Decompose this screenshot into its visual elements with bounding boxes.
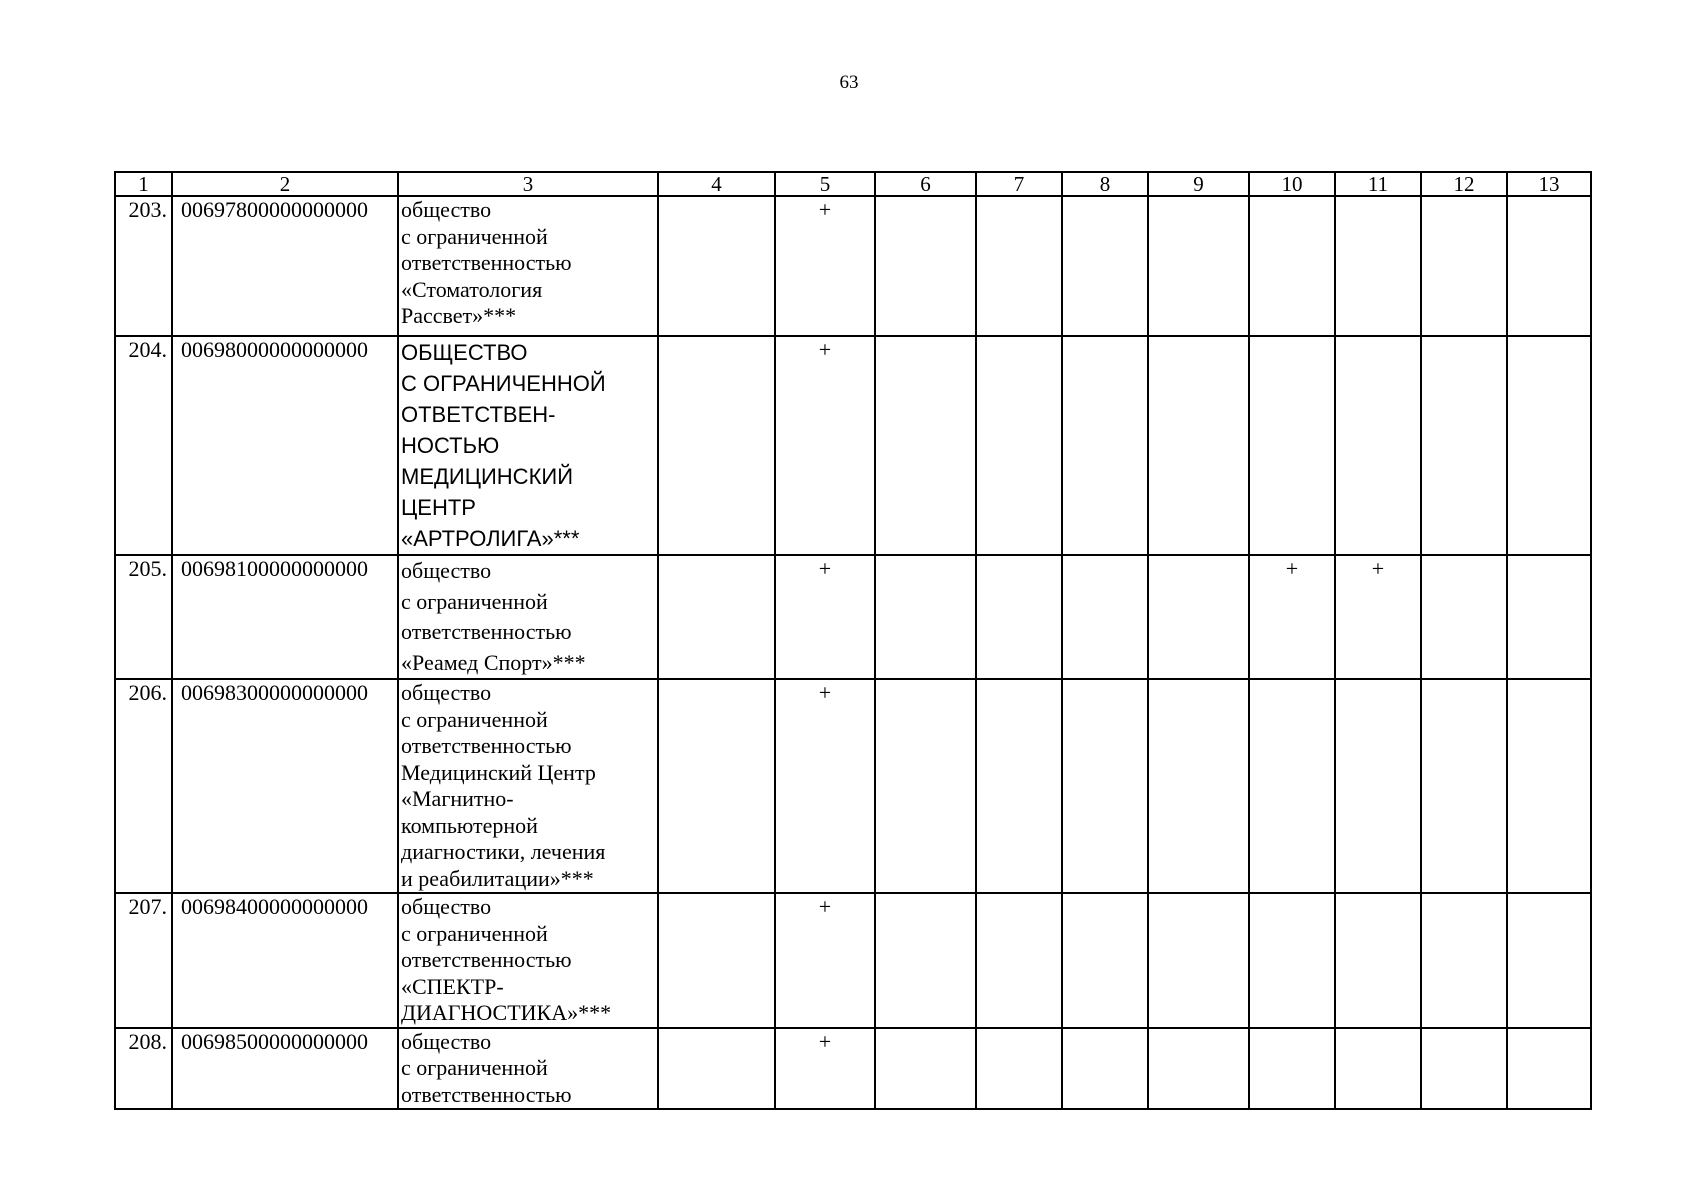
- mark-cell: [1507, 679, 1591, 893]
- mark-cell: [1335, 196, 1421, 336]
- mark-cell: +: [775, 336, 875, 555]
- mark-cell: [658, 679, 775, 893]
- mark-cell: [1421, 336, 1507, 555]
- registry-table: [114, 171, 1592, 1110]
- mark-cell: [1148, 555, 1249, 679]
- mark-cell: [1421, 1028, 1507, 1110]
- mark-cell: [875, 1028, 976, 1110]
- organization-name: общество с ограниченной ответственностью «Реамед Спорт»***: [398, 555, 658, 679]
- row-code: 00698400000000000: [172, 893, 398, 1028]
- column-header: 9: [1148, 172, 1249, 196]
- mark-cell: [1148, 893, 1249, 1028]
- column-number-header-row: [115, 172, 1591, 196]
- mark-cell: +: [775, 679, 875, 893]
- row-number: 206.: [115, 679, 172, 893]
- mark-cell: +: [775, 196, 875, 336]
- mark-cell: [658, 893, 775, 1028]
- column-header: 12: [1421, 172, 1507, 196]
- column-header: 13: [1507, 172, 1591, 196]
- row-number: 203.: [115, 196, 172, 336]
- mark-cell: [1062, 336, 1148, 555]
- row-code: 00698500000000000: [172, 1028, 398, 1110]
- organization-name: общество с ограниченной ответственностью: [398, 1028, 658, 1110]
- mark-cell: [875, 679, 976, 893]
- mark-cell: [1421, 679, 1507, 893]
- mark-cell: [1062, 196, 1148, 336]
- mark-cell: [1421, 893, 1507, 1028]
- row-number: 208.: [115, 1028, 172, 1110]
- mark-cell: [1062, 555, 1148, 679]
- table-row: [115, 1028, 1591, 1110]
- mark-cell: [1249, 1028, 1335, 1110]
- mark-cell: +: [1249, 555, 1335, 679]
- mark-cell: [1062, 893, 1148, 1028]
- table-row: [115, 893, 1591, 1028]
- column-header: 5: [775, 172, 875, 196]
- mark-cell: [1335, 679, 1421, 893]
- row-code: 00698100000000000: [172, 555, 398, 679]
- column-header: 8: [1062, 172, 1148, 196]
- organization-name: общество с ограниченной ответственностью «Стоматология Рассвет»***: [398, 196, 658, 336]
- row-code: 00698000000000000: [172, 336, 398, 555]
- column-header: 10: [1249, 172, 1335, 196]
- mark-cell: [1148, 1028, 1249, 1110]
- mark-cell: [658, 336, 775, 555]
- table-row: [115, 679, 1591, 893]
- mark-cell: [1148, 679, 1249, 893]
- column-header: 11: [1335, 172, 1421, 196]
- mark-cell: [1249, 893, 1335, 1028]
- mark-cell: [976, 336, 1062, 555]
- mark-cell: [1062, 1028, 1148, 1110]
- table-row: [115, 196, 1591, 336]
- mark-cell: [1335, 893, 1421, 1028]
- table-row: [115, 555, 1591, 679]
- mark-cell: [1335, 1028, 1421, 1110]
- mark-cell: [658, 555, 775, 679]
- mark-cell: [1507, 336, 1591, 555]
- row-number: 204.: [115, 336, 172, 555]
- mark-cell: [658, 196, 775, 336]
- mark-cell: [1507, 893, 1591, 1028]
- table-row: [115, 336, 1591, 555]
- column-header: 4: [658, 172, 775, 196]
- mark-cell: [976, 1028, 1062, 1110]
- mark-cell: [976, 196, 1062, 336]
- row-number: 205.: [115, 555, 172, 679]
- mark-cell: [1507, 196, 1591, 336]
- mark-cell: [875, 196, 976, 336]
- column-header: 2: [172, 172, 398, 196]
- mark-cell: [1335, 336, 1421, 555]
- mark-cell: [1421, 555, 1507, 679]
- mark-cell: [658, 1028, 775, 1110]
- mark-cell: [1148, 196, 1249, 336]
- mark-cell: [1249, 679, 1335, 893]
- mark-cell: [1507, 555, 1591, 679]
- mark-cell: [875, 336, 976, 555]
- row-code: 00697800000000000: [172, 196, 398, 336]
- mark-cell: [875, 893, 976, 1028]
- mark-cell: [976, 555, 1062, 679]
- column-header: 3: [398, 172, 658, 196]
- mark-cell: [1148, 336, 1249, 555]
- column-header: 6: [875, 172, 976, 196]
- mark-cell: [976, 893, 1062, 1028]
- mark-cell: +: [775, 893, 875, 1028]
- mark-cell: [1062, 679, 1148, 893]
- mark-cell: [1421, 196, 1507, 336]
- mark-cell: [976, 679, 1062, 893]
- page-number: 63: [839, 72, 859, 93]
- column-header: 1: [115, 172, 172, 196]
- mark-cell: +: [1335, 555, 1421, 679]
- organization-name: общество с ограниченной ответственностью «СПЕКТР- ДИАГНОСТИКА»***: [398, 893, 658, 1028]
- mark-cell: +: [775, 555, 875, 679]
- mark-cell: [875, 555, 976, 679]
- row-code: 00698300000000000: [172, 679, 398, 893]
- mark-cell: +: [775, 1028, 875, 1110]
- mark-cell: [1507, 1028, 1591, 1110]
- row-number: 207.: [115, 893, 172, 1028]
- organization-name: общество с ограниченной ответственностью Медицинский Центр «Магнитно- компьютерной диагностики, лечения и реабилитации»***: [398, 679, 658, 893]
- mark-cell: [1249, 336, 1335, 555]
- column-header: 7: [976, 172, 1062, 196]
- organization-name: ОБЩЕСТВО С ОГРАНИЧЕННОЙ ОТВЕТСТВЕН- НОСТЬЮ МЕДИЦИНСКИЙ ЦЕНТР «АРТРОЛИГА»***: [398, 336, 658, 555]
- mark-cell: [1249, 196, 1335, 336]
